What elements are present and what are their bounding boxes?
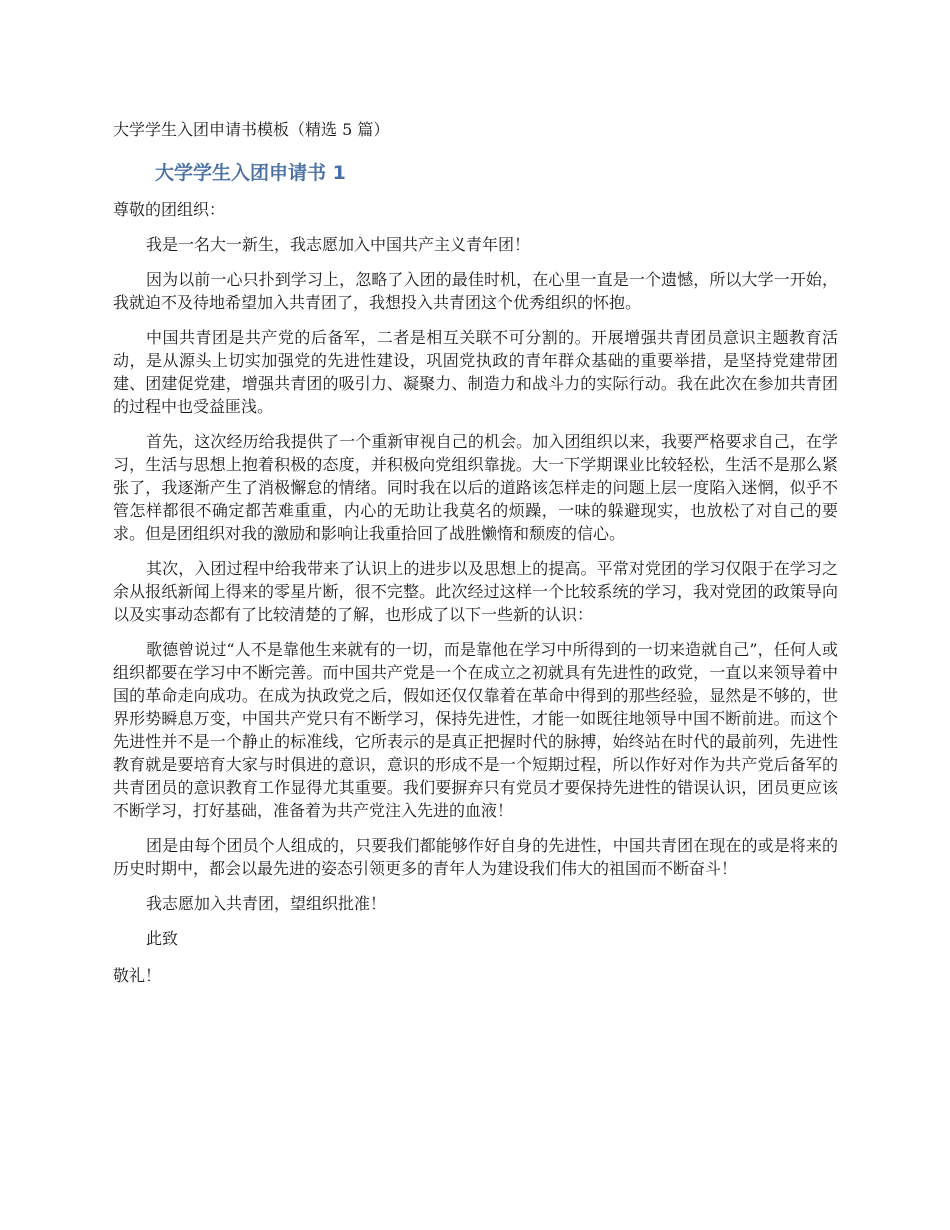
section-heading: 大学学生入团申请书 1 bbox=[155, 162, 346, 184]
salutation: 尊敬的团组织： bbox=[113, 200, 226, 219]
paragraph: 中国共青团是共产党的后备军，二者是相互关联不可分割的。开展增强共青团员意识主题教育活动，是从源头上切实加强党的先进性建设，巩固党执政的青年群众基础的重要举措，是坚持党建带团建、团建促党建，增强共青团的吸引力、凝聚力、制造力和战斗力的实际行动。我在此次在参加共青团的过程中也受益匪浅。 bbox=[113, 328, 838, 416]
paragraph: 因为以前一心只扑到学习上，忽略了入团的最佳时机，在心里一直是一个遗憾，所以大学一开始，我就迫不及待地希望加入共青团了，我想投入共青团这个优秀组织的怀抱。 bbox=[113, 270, 838, 312]
regards-phrase: 敬礼！ bbox=[113, 966, 162, 985]
document-page bbox=[113, 118, 838, 987]
document-title: 大学学生入团申请书模板（精选 5 篇） bbox=[113, 120, 390, 139]
paragraph: 我是一名大一新生，我志愿加入中国共产主义青年团！ bbox=[146, 235, 531, 254]
paragraph: 首先，这次经历给我提供了一个重新审视自己的机会。加入团组织以来，我要严格要求自己，在学习，生活与思想上抱着积极的态度，并积极向党组织靠拢。大一下学期课业比较轻松，生活不是那么紧张了，我逐渐产生了消极懈怠的情绪。同时我在以后的道路该怎样走的问题上层一度陷入迷惘，似乎不管怎样都很不确定都苦难重重，内心的无助让我莫名的烦躁，一味的躲避现实，也放松了对自己的要求。但是团组织对我的激励和影响让我重拾回了战胜懒惰和颓废的信心。 bbox=[113, 432, 838, 543]
closing-phrase: 此致 bbox=[146, 929, 179, 948]
paragraph: 歌德曾说过“人不是靠他生来就有的一切，而是靠他在学习中所得到的一切来造就自己”，任何人或组织都要在学习中不断完善。而中国共产党是一个在成立之初就具有先进性的政党，一直以来领导着中国的革命走向成功。在成为执政党之后，假如还仅仅靠着在革命中得到的那些经验，显然是不够的，世界形势瞬息万变，中国共产党只有不断学习，保持先进性，才能一如既往地领导中国不断前进。而这个先进性并不是一个静止的标准线，它所表示的是真正把握时代的脉搏，始终站在时代的最前列，先进性教育就是要培育大家与时俱进的意识，意识的形成不是一个短期过程，所以作好对作为共产党后备军的共青团员的意识教育工作显得尤其重要。我们要摒弃只有党员才要保持先进性的错误认识，团员更应该不断学习，打好基础，准备着为共产党注入先进的血液！ bbox=[113, 640, 838, 820]
paragraph: 我志愿加入共青团，望组织批准！ bbox=[146, 894, 387, 913]
paragraph: 其次，入团过程中给我带来了认识上的进步以及思想上的提高。平常对党团的学习仅限于在学习之余从报纸新闻上得来的零星片断，很不完整。此次经过这样一个比较系统的学习，我对党团的政策导向以及实事动态都有了比较清楚的了解，也形成了以下一些新的认识： bbox=[113, 559, 838, 624]
paragraph: 团是由每个团员个人组成的，只要我们都能够作好自身的先进性，中国共青团在现在的或是将来的历史时期中，都会以最先进的姿态引领更多的青年人为建设我们伟大的祖国而不断奋斗！ bbox=[113, 836, 838, 878]
